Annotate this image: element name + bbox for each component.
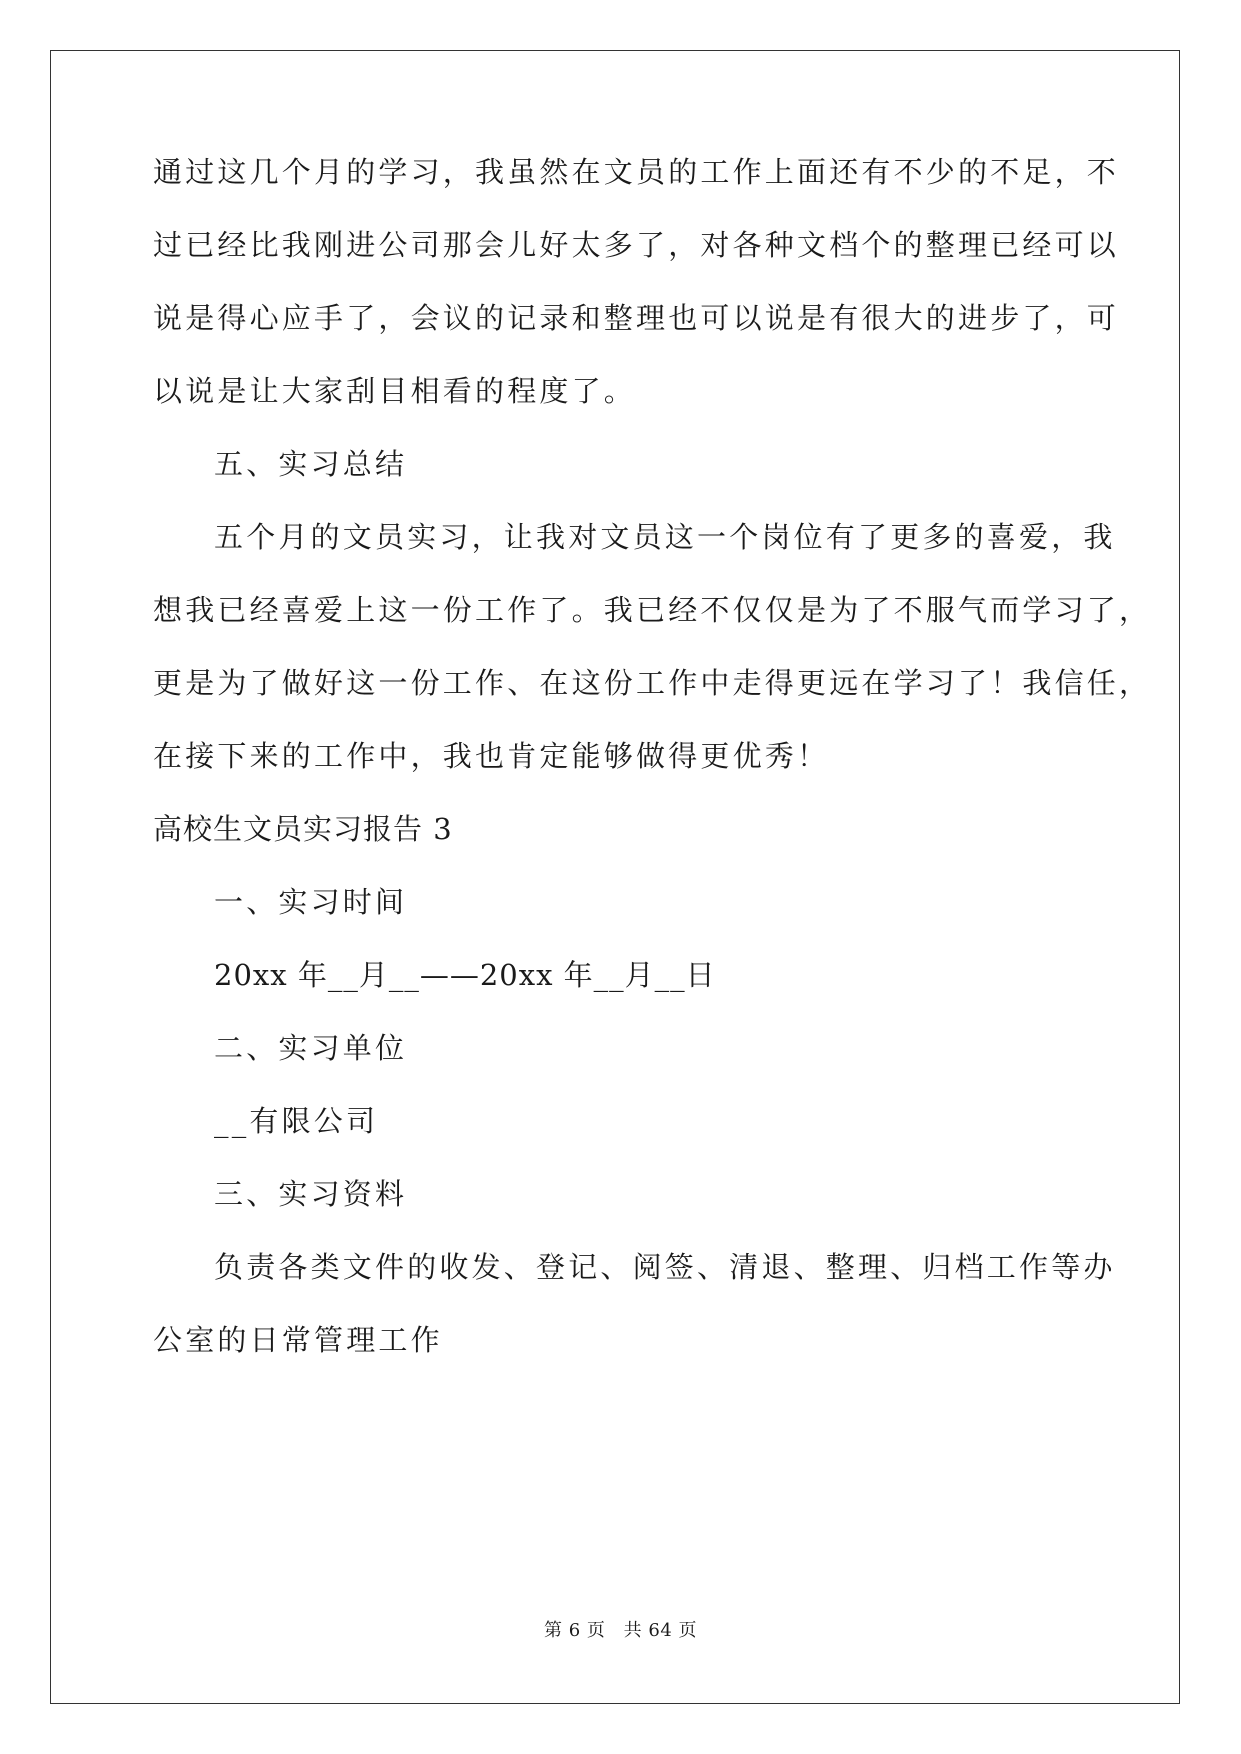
paragraph-line: __有限公司 bbox=[214, 1104, 379, 1138]
page-number: 第 6 页 bbox=[544, 1620, 606, 1641]
section-heading: 二、实习单位 bbox=[214, 1031, 408, 1065]
paragraph-line: 20xx 年__月__——20xx 年__月__日 bbox=[214, 958, 716, 992]
section-heading: 一、实习时间 bbox=[214, 885, 408, 919]
paragraph-line: 说是得心应手了，会议的记录和整理也可以说是有很大的进步了，可 bbox=[153, 301, 1120, 335]
page-total: 共 64 页 bbox=[623, 1620, 697, 1641]
paragraph-line: 通过这几个月的学习，我虽然在文员的工作上面还有不少的不足，不 bbox=[153, 155, 1120, 189]
paragraph-line: 想我已经喜爱上这一份工作了。我已经不仅仅是为了不服气而学习了， bbox=[153, 593, 1152, 627]
section-heading: 三、实习资料 bbox=[214, 1177, 408, 1211]
section-heading: 五、实习总结 bbox=[214, 447, 408, 481]
page-footer bbox=[0, 1616, 1241, 1642]
paragraph-line: 五个月的文员实习，让我对文员这一个岗位有了更多的喜爱，我 bbox=[214, 520, 1116, 554]
report-title: 高校生文员实习报告 3 bbox=[153, 812, 453, 846]
paragraph-line: 以说是让大家刮目相看的程度了。 bbox=[153, 374, 637, 408]
paragraph-line: 在接下来的工作中，我也肯定能够做得更优秀！ bbox=[153, 739, 830, 773]
paragraph-line: 更是为了做好这一份工作、在这份工作中走得更远在学习了！我信任， bbox=[153, 666, 1152, 700]
paragraph-line: 公室的日常管理工作 bbox=[153, 1323, 443, 1357]
paragraph-line: 过已经比我刚进公司那会儿好太多了，对各种文档个的整理已经可以 bbox=[153, 228, 1120, 262]
paragraph-line: 负责各类文件的收发、登记、阅签、清退、整理、归档工作等办 bbox=[214, 1250, 1116, 1284]
